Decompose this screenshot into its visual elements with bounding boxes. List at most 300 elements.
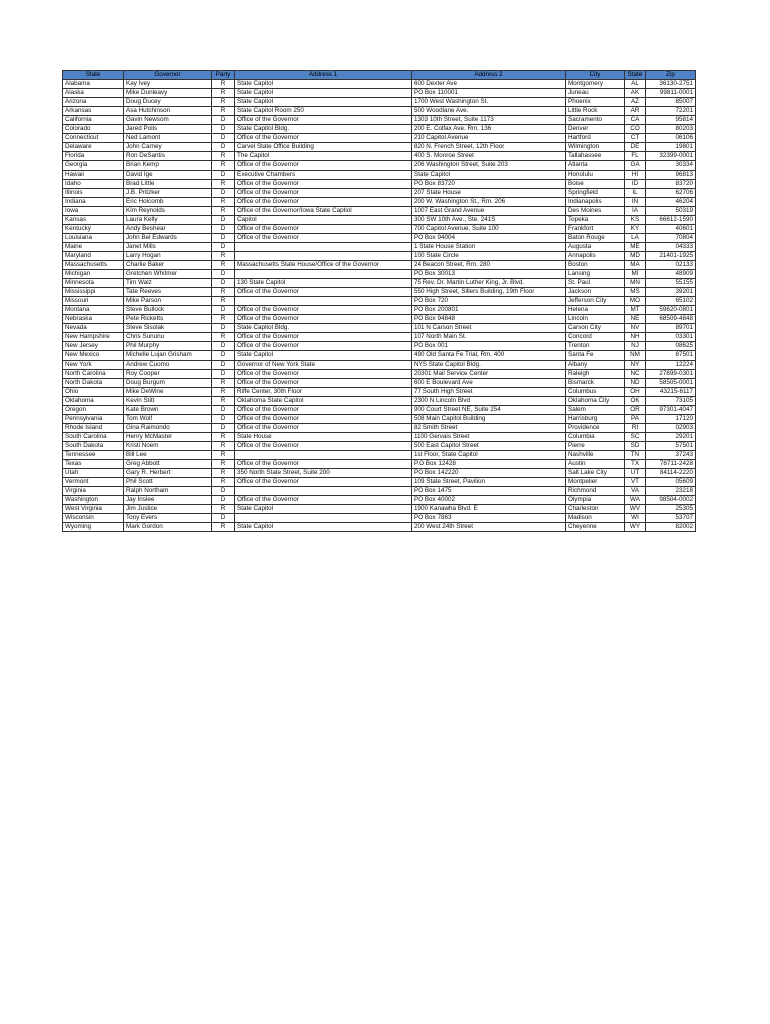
address-1-cell — [235, 242, 412, 251]
governor-cell: Andy Beshear — [124, 224, 212, 233]
party-cell: R — [212, 441, 235, 450]
address-2-cell: 900 Court Street NE, Suite 254 — [412, 405, 566, 414]
city-cell: Hartford — [566, 134, 625, 143]
address-1-cell: Office of the Governor — [235, 405, 412, 414]
party-cell: R — [212, 315, 235, 324]
governor-cell: Ralph Northam — [124, 487, 212, 496]
address-1-cell: Office of the Governor — [235, 233, 412, 242]
governor-cell: Tony Evers — [124, 514, 212, 523]
city-cell: Nashville — [566, 450, 625, 459]
state-cell: Maryland — [63, 251, 124, 260]
zip-cell: 95814 — [646, 116, 696, 125]
party-cell: D — [212, 188, 235, 197]
zip-cell: 50319 — [646, 206, 696, 215]
governor-cell: Kevin Stitt — [124, 396, 212, 405]
address-2-cell: PO Box 40002 — [412, 496, 566, 505]
state-code-cell: NV — [625, 324, 646, 333]
party-cell: R — [212, 89, 235, 98]
header-city: City — [566, 71, 625, 80]
governor-cell: Jay Inslee — [124, 496, 212, 505]
governor-cell: Doug Ducey — [124, 98, 212, 107]
zip-cell: 36130-2751 — [646, 80, 696, 89]
city-cell: Des Moines — [566, 206, 625, 215]
address-1-cell: State Capitol — [235, 89, 412, 98]
state-code-cell: WV — [625, 505, 646, 514]
state-code-cell: NY — [625, 360, 646, 369]
party-cell: D — [212, 423, 235, 432]
city-cell: Atlanta — [566, 161, 625, 170]
party-cell: R — [212, 450, 235, 459]
address-1-cell: Governor of New York State — [235, 360, 412, 369]
state-cell: Utah — [63, 469, 124, 478]
address-2-cell: PO Box 94004 — [412, 233, 566, 242]
table-row — [63, 514, 696, 523]
zip-cell: 96813 — [646, 170, 696, 179]
party-cell: D — [212, 134, 235, 143]
address-1-cell: Office of the Governor — [235, 306, 412, 315]
zip-cell: 55155 — [646, 279, 696, 288]
header-row — [63, 71, 696, 80]
address-1-cell: Office of the Governor — [235, 478, 412, 487]
address-2-cell: 107 North Main St. — [412, 333, 566, 342]
table-row — [63, 333, 696, 342]
address-2-cell: PO Box 720 — [412, 297, 566, 306]
address-2-cell: PO Box 30013 — [412, 270, 566, 279]
party-cell: D — [212, 496, 235, 505]
address-2-cell: 206 Washington Street, Suite 203 — [412, 161, 566, 170]
city-cell: Honolulu — [566, 170, 625, 179]
address-2-cell: PO Box 7863 — [412, 514, 566, 523]
zip-cell: 83720 — [646, 179, 696, 188]
state-code-cell: ID — [625, 179, 646, 188]
state-code-cell: AL — [625, 80, 646, 89]
city-cell: Baton Rouge — [566, 233, 625, 242]
table-row — [63, 206, 696, 215]
governor-cell: Larry Hogan — [124, 251, 212, 260]
state-cell: Arizona — [63, 98, 124, 107]
state-code-cell: MD — [625, 251, 646, 260]
city-cell: Charleston — [566, 505, 625, 514]
governor-cell: Phil Scott — [124, 478, 212, 487]
party-cell: D — [212, 143, 235, 152]
party-cell: D — [212, 369, 235, 378]
state-cell: Nebraska — [63, 315, 124, 324]
state-code-cell: NE — [625, 315, 646, 324]
city-cell: Bismarck — [566, 378, 625, 387]
state-cell: Connecticut — [63, 134, 124, 143]
address-2-cell: 550 High Street, Sillers Building, 19th Floor — [412, 288, 566, 297]
address-1-cell: Office of the Governor — [235, 378, 412, 387]
party-cell: R — [212, 460, 235, 469]
table-row — [63, 460, 696, 469]
governor-cell: Tim Walz — [124, 279, 212, 288]
table-row — [63, 125, 696, 134]
state-cell: Virginia — [63, 487, 124, 496]
address-1-cell: Office of the Governor — [235, 441, 412, 450]
state-code-cell: WA — [625, 496, 646, 505]
party-cell: D — [212, 487, 235, 496]
address-2-cell: 109 State Street, Pavilion — [412, 478, 566, 487]
city-cell: Raleigh — [566, 369, 625, 378]
state-cell: Nevada — [63, 324, 124, 333]
party-cell: R — [212, 161, 235, 170]
address-2-cell: 1007 East Grand Avenue — [412, 206, 566, 215]
governors-table — [62, 70, 696, 532]
address-1-cell: State Capitol Bldg. — [235, 125, 412, 134]
state-code-cell: KS — [625, 215, 646, 224]
table-row — [63, 351, 696, 360]
party-cell: D — [212, 342, 235, 351]
city-cell: Juneau — [566, 89, 625, 98]
party-cell: D — [212, 279, 235, 288]
city-cell: Frankfort — [566, 224, 625, 233]
state-cell: Minnesota — [63, 279, 124, 288]
header-address-2: Address 2 — [412, 71, 566, 80]
city-cell: Sacramento — [566, 116, 625, 125]
zip-cell: 73105 — [646, 396, 696, 405]
address-2-cell: 24 Beacon Street, Rm. 280 — [412, 260, 566, 269]
state-cell: Indiana — [63, 197, 124, 206]
address-1-cell: Office of the Governor — [235, 161, 412, 170]
city-cell: Boston — [566, 260, 625, 269]
state-cell: Rhode Island — [63, 423, 124, 432]
table-row — [63, 89, 696, 98]
address-2-cell: PO Box 1475 — [412, 487, 566, 496]
address-1-cell — [235, 270, 412, 279]
state-cell: New Hampshire — [63, 333, 124, 342]
zip-cell: 72201 — [646, 107, 696, 116]
table-row — [63, 396, 696, 405]
party-cell: R — [212, 333, 235, 342]
header-governor: Governor — [124, 71, 212, 80]
table-row — [63, 179, 696, 188]
state-cell: Washington — [63, 496, 124, 505]
table-row — [63, 423, 696, 432]
city-cell: Annapolis — [566, 251, 625, 260]
governor-cell: Steve Sisolak — [124, 324, 212, 333]
state-code-cell: OR — [625, 405, 646, 414]
state-cell: Kentucky — [63, 224, 124, 233]
address-2-cell: 600 E Boulevard Ave — [412, 378, 566, 387]
city-cell: Salem — [566, 405, 625, 414]
party-cell: D — [212, 233, 235, 242]
table-row — [63, 224, 696, 233]
zip-cell: 62706 — [646, 188, 696, 197]
governor-cell: Greg Abbott — [124, 460, 212, 469]
governor-cell: Gina Raimondo — [124, 423, 212, 432]
table-row — [63, 170, 696, 179]
city-cell: Madison — [566, 514, 625, 523]
table-row — [63, 197, 696, 206]
table-row — [63, 306, 696, 315]
address-2-cell: PO Box 83720 — [412, 179, 566, 188]
table-row — [63, 107, 696, 116]
zip-cell: 39201 — [646, 288, 696, 297]
table-row — [63, 260, 696, 269]
governor-cell: Jim Justice — [124, 505, 212, 514]
city-cell: Topeka — [566, 215, 625, 224]
city-cell: Wilmington — [566, 143, 625, 152]
governor-cell: Asa Hutchinson — [124, 107, 212, 116]
table-row — [63, 116, 696, 125]
governor-cell: Kim Reynolds — [124, 206, 212, 215]
state-code-cell: SC — [625, 432, 646, 441]
table-row — [63, 215, 696, 224]
table-row — [63, 134, 696, 143]
state-cell: New Mexico — [63, 351, 124, 360]
state-cell: Massachusetts — [63, 260, 124, 269]
zip-cell: 57501 — [646, 441, 696, 450]
table-row — [63, 188, 696, 197]
address-2-cell: 77 South High Street — [412, 387, 566, 396]
address-2-cell: 75 Rev. Dr. Martin Luther King, Jr. Blvd. — [412, 279, 566, 288]
party-cell: R — [212, 432, 235, 441]
zip-cell: 29201 — [646, 432, 696, 441]
header-state: State — [63, 71, 124, 80]
table-row — [63, 288, 696, 297]
state-code-cell: UT — [625, 469, 646, 478]
zip-cell: 40601 — [646, 224, 696, 233]
state-cell: New Jersey — [63, 342, 124, 351]
party-cell: D — [212, 270, 235, 279]
address-1-cell: Office of the Governor — [235, 288, 412, 297]
state-code-cell: OK — [625, 396, 646, 405]
address-2-cell: 210 Capitol Avenue — [412, 134, 566, 143]
table-row — [63, 441, 696, 450]
city-cell: Columbus — [566, 387, 625, 396]
city-cell: Trenton — [566, 342, 625, 351]
governor-cell: Michelle Lujan Grisham — [124, 351, 212, 360]
table-row — [63, 161, 696, 170]
table-row — [63, 242, 696, 251]
city-cell: Pierre — [566, 441, 625, 450]
zip-cell: 59620-0801 — [646, 306, 696, 315]
governor-cell: Mike Parson — [124, 297, 212, 306]
table-row — [63, 369, 696, 378]
party-cell: D — [212, 125, 235, 134]
governor-cell: Brad Little — [124, 179, 212, 188]
state-cell: Georgia — [63, 161, 124, 170]
address-2-cell: 20301 Mail Service Center — [412, 369, 566, 378]
address-1-cell: Office of the Governor — [235, 179, 412, 188]
party-cell: R — [212, 206, 235, 215]
party-cell: R — [212, 98, 235, 107]
city-cell: Cheyenne — [566, 523, 625, 532]
address-2-cell: PO Box 94848 — [412, 315, 566, 324]
state-cell: North Carolina — [63, 369, 124, 378]
party-cell: R — [212, 260, 235, 269]
zip-cell: 58505-0001 — [646, 378, 696, 387]
state-cell: South Dakota — [63, 441, 124, 450]
address-2-cell: 1st Floor, State Capitol — [412, 450, 566, 459]
governor-cell: Steve Bullock — [124, 306, 212, 315]
address-1-cell: Office of the Governor — [235, 333, 412, 342]
state-cell: Iowa — [63, 206, 124, 215]
state-code-cell: HI — [625, 170, 646, 179]
governor-cell: Mike Dunleavy — [124, 89, 212, 98]
zip-cell: 53707 — [646, 514, 696, 523]
state-code-cell: VT — [625, 478, 646, 487]
zip-cell: 43215-6117 — [646, 387, 696, 396]
governor-cell: Chris Sununu — [124, 333, 212, 342]
zip-cell: 23218 — [646, 487, 696, 496]
state-code-cell: IL — [625, 188, 646, 197]
state-cell: Ohio — [63, 387, 124, 396]
address-1-cell — [235, 297, 412, 306]
state-cell: Louisiana — [63, 233, 124, 242]
address-2-cell: PO Box 142220 — [412, 469, 566, 478]
state-cell: Missouri — [63, 297, 124, 306]
governor-cell: Charlie Baker — [124, 260, 212, 269]
zip-cell: 66612-1590 — [646, 215, 696, 224]
address-2-cell: 300 SW 10th Ave., Ste. 241S — [412, 215, 566, 224]
state-cell: West Virginia — [63, 505, 124, 514]
governor-cell: Mark Gordon — [124, 523, 212, 532]
zip-cell: 21401-1925 — [646, 251, 696, 260]
governor-cell: Andrew Cuomo — [124, 360, 212, 369]
address-1-cell: State Capitol — [235, 351, 412, 360]
zip-cell: 27699-0301 — [646, 369, 696, 378]
address-1-cell: Office of the Governor — [235, 342, 412, 351]
state-code-cell: IA — [625, 206, 646, 215]
city-cell: Phoenix — [566, 98, 625, 107]
table-row — [63, 487, 696, 496]
party-cell: D — [212, 324, 235, 333]
address-2-cell: PO Box 110001 — [412, 89, 566, 98]
governor-cell: Mike DeWine — [124, 387, 212, 396]
state-code-cell: PA — [625, 414, 646, 423]
address-2-cell: 200 West 24th Street — [412, 523, 566, 532]
address-1-cell — [235, 514, 412, 523]
state-code-cell: CT — [625, 134, 646, 143]
address-1-cell: State Capitol — [235, 523, 412, 532]
party-cell: R — [212, 80, 235, 89]
address-1-cell: 130 State Capitol — [235, 279, 412, 288]
state-code-cell: NJ — [625, 342, 646, 351]
zip-cell: 78711-2428 — [646, 460, 696, 469]
party-cell: R — [212, 297, 235, 306]
zip-cell: 80203 — [646, 125, 696, 134]
zip-cell: 48909 — [646, 270, 696, 279]
city-cell: Albany — [566, 360, 625, 369]
party-cell: D — [212, 224, 235, 233]
city-cell: Montgomery — [566, 80, 625, 89]
state-cell: Maine — [63, 242, 124, 251]
address-1-cell: 350 North State Street, Suite 200 — [235, 469, 412, 478]
table-row — [63, 315, 696, 324]
header-party: Party — [212, 71, 235, 80]
address-2-cell: 1900 Kanawha Blvd. E — [412, 505, 566, 514]
state-code-cell: VA — [625, 487, 646, 496]
party-cell: D — [212, 170, 235, 179]
header-zip: Zip — [646, 71, 696, 80]
state-code-cell: KY — [625, 224, 646, 233]
city-cell: Columbia — [566, 432, 625, 441]
state-code-cell: MA — [625, 260, 646, 269]
state-cell: Tennessee — [63, 450, 124, 459]
state-code-cell: AR — [625, 107, 646, 116]
address-2-cell: 820 N. French Street, 12th Floor — [412, 143, 566, 152]
state-cell: Mississippi — [63, 288, 124, 297]
governor-cell: Kay Ivey — [124, 80, 212, 89]
state-code-cell: MT — [625, 306, 646, 315]
governor-cell: Janet Mills — [124, 242, 212, 251]
state-code-cell: TX — [625, 460, 646, 469]
governor-cell: J.B. Pritzker — [124, 188, 212, 197]
governor-cell: Eric Holcomb — [124, 197, 212, 206]
governor-cell: Tate Reeves — [124, 288, 212, 297]
table-row — [63, 279, 696, 288]
table-row — [63, 496, 696, 505]
header-state-code: State — [625, 71, 646, 80]
state-code-cell: OH — [625, 387, 646, 396]
state-code-cell: AZ — [625, 98, 646, 107]
party-cell: D — [212, 306, 235, 315]
city-cell: Helena — [566, 306, 625, 315]
table-row — [63, 405, 696, 414]
party-cell: R — [212, 378, 235, 387]
address-1-cell — [235, 450, 412, 459]
zip-cell: 02903 — [646, 423, 696, 432]
governor-cell: Gary R. Herbert — [124, 469, 212, 478]
table-row — [63, 523, 696, 532]
party-cell: R — [212, 387, 235, 396]
party-cell: R — [212, 469, 235, 478]
zip-cell: 85007 — [646, 98, 696, 107]
address-1-cell — [235, 487, 412, 496]
address-2-cell: PO Box 001 — [412, 342, 566, 351]
address-2-cell: 207 State House — [412, 188, 566, 197]
state-cell: Oregon — [63, 405, 124, 414]
state-code-cell: GA — [625, 161, 646, 170]
zip-cell: 87501 — [646, 351, 696, 360]
governor-cell: Doug Burgum — [124, 378, 212, 387]
city-cell: Lincoln — [566, 315, 625, 324]
table-row — [63, 98, 696, 107]
state-code-cell: MO — [625, 297, 646, 306]
state-code-cell: IN — [625, 197, 646, 206]
address-2-cell: 1100 Gervais Street — [412, 432, 566, 441]
state-cell: Oklahoma — [63, 396, 124, 405]
city-cell: Lansing — [566, 270, 625, 279]
state-cell: Wyoming — [63, 523, 124, 532]
table-row — [63, 152, 696, 161]
address-1-cell: Office of the Governor — [235, 369, 412, 378]
address-2-cell: 82 Smith Street — [412, 423, 566, 432]
zip-cell: 08625 — [646, 342, 696, 351]
state-code-cell: AK — [625, 89, 646, 98]
zip-cell: 98504-0002 — [646, 496, 696, 505]
governor-cell: Pete Ricketts — [124, 315, 212, 324]
governor-cell: Gavin Newsom — [124, 116, 212, 125]
address-1-cell: Riffe Center, 30th Floor — [235, 387, 412, 396]
address-1-cell: Office of the Governor — [235, 414, 412, 423]
zip-cell: 46204 — [646, 197, 696, 206]
governor-cell: David Ige — [124, 170, 212, 179]
zip-cell: 05609 — [646, 478, 696, 487]
state-cell: California — [63, 116, 124, 125]
state-cell: Illinois — [63, 188, 124, 197]
address-2-cell: P.O Box 12428 — [412, 460, 566, 469]
governor-cell: John Carney — [124, 143, 212, 152]
zip-cell: 02133 — [646, 260, 696, 269]
header-address-1: Address 1 — [235, 71, 412, 80]
address-1-cell: Capitol — [235, 215, 412, 224]
address-2-cell: 2300 N Lincoln Blvd — [412, 396, 566, 405]
city-cell: Denver — [566, 125, 625, 134]
state-code-cell: RI — [625, 423, 646, 432]
party-cell: R — [212, 288, 235, 297]
